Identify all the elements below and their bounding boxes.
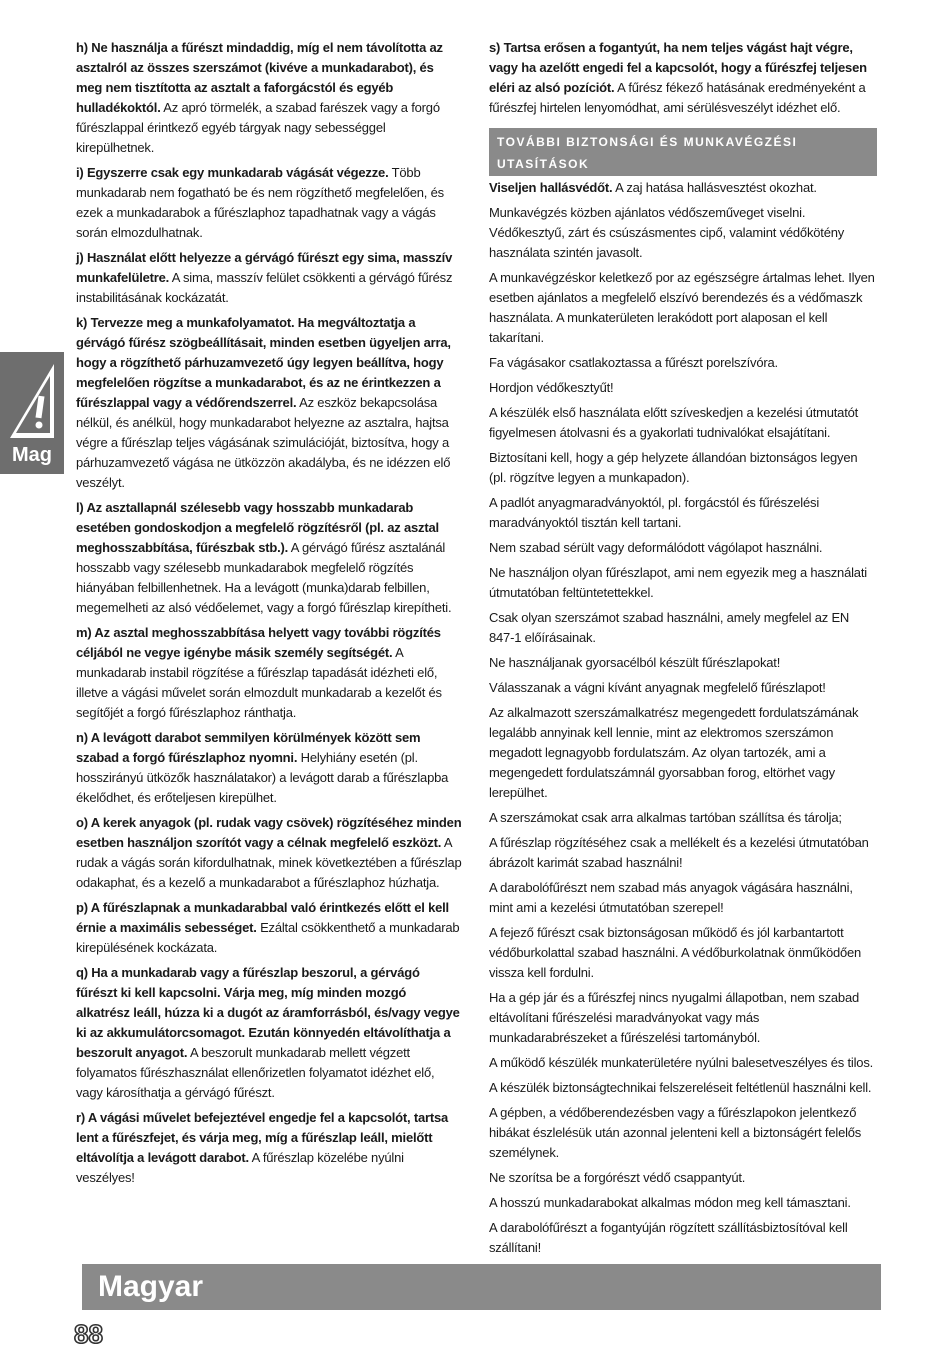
language-side-tab bbox=[0, 352, 64, 474]
paragraph-n: n) A levágott darabot semmilyen körülmények között sem szabad a forgó fűrészlaphoz nyomni. Helyhiány esetén (pl. hosszirányú ütközők használatakor) a levágott darab a fűrészlapba ékelődhet, és erőteljesen kirepülhet. bbox=[76, 730, 449, 805]
instruction-paragraph: Biztosítani kell, hogy a gép helyzete állandóan biztonságos legyen (pl. rögzítve legyen a munkapadon). bbox=[489, 450, 858, 485]
instruction-paragraph: A fejező fűrészt csak biztonságosan működő és jól karbantartott védőburkolattal szabad használni. A védőburkolatnak önműködően vissza kell fordulni. bbox=[489, 925, 862, 980]
left-column bbox=[76, 38, 462, 1193]
instruction-paragraph: A készülék biztonságtechnikai felszereléseit feltétlenül használni kell. bbox=[489, 1080, 872, 1095]
instruction-paragraph: A szerszámokat csak arra alkalmas tartóban szállítsa és tárolja; bbox=[489, 810, 842, 825]
instruction-paragraph: A működő készülék munkaterületére nyúlni balesetveszélyes és tilos. bbox=[489, 1055, 874, 1070]
instruction-paragraph: Válasszanak a vágni kívánt anyagnak megfelelő fűrészlapot! bbox=[489, 680, 826, 695]
instruction-paragraph: A készülék első használata előtt szíveskedjen a kezelési útmutatót figyelmesen átolvasni és a gyakorlati tudnivalókat elsajátítani. bbox=[489, 405, 859, 440]
instruction-paragraph: Ha a gép jár és a fűrészfej nincs nyugalmi állapotban, nem szabad eltávolítani fűrészelési maradványokat vagy más munkadarabrészeket a fűrészelési tartományból. bbox=[489, 990, 859, 1045]
warning-triangle-icon bbox=[6, 362, 58, 440]
paragraph-o: o) A kerek anyagok (pl. rudak vagy csövek) rögzítéséhez minden esetben használjon szorítót vagy a célnak megfelelő eszközt. A rudak a vágás során kifordulhatnak, minek következtében a fűrészlap odakaphat, és a kezelő a munkadarabot a fűrészlaphoz húzhatja. bbox=[76, 815, 462, 890]
paragraph-h: h) Ne használja a fűrészt mindaddig, míg el nem távolította az asztalról az összes szerszámot (kivéve a munkadarabot), és meg nem tisztította az asztalt a faforgácstól és egyéb hulladékoktól. Az apró törmelék, a szabad farészek vagy a forgó fűrészlappal érintkező egyéb tárgyak nagy sebességgel kirepülhetnek. bbox=[76, 40, 443, 155]
paragraph-r: r) A vágási művelet befejeztével engedje fel a kapcsolót, tartsa lent a fűrészfejet, és várja meg, míg a fűrészlap leáll, mielőtt eltávolítja a levágott darabot. A fűrészlap közelébe nyúlni veszélyes! bbox=[76, 1110, 449, 1185]
paragraph-s: s) Tartsa erősen a fogantyút, ha nem teljes vágást hajt végre, vagy ha azelőtt engedi fel a kapcsolót, hogy a fűrészfej teljesen eléri az alsó pozíciót. A fűrész fékező hatásának eredményeként a fűrészfej hirtelen lenyomódhat, ami sérülésveszélyt idézhet elő. bbox=[489, 40, 867, 115]
instruction-paragraph: A hosszú munkadarabokat alkalmas módon meg kell támasztani. bbox=[489, 1195, 851, 1210]
side-tab-label: Mag bbox=[12, 444, 52, 466]
instruction-paragraph: A darabolófűrészt nem szabad más anyagok vágására használni, mint ami a kezelési útmutatóban szerepel! bbox=[489, 880, 853, 915]
page-number: 88 bbox=[74, 1319, 103, 1349]
paragraph-l: l) Az asztallapnál szélesebb vagy hosszabb munkadarab esetében gondoskodjon a megfelelő rögzítésről (pl. az asztal meghosszabbítása, fűrészbak stb.). A gérvágó fűrész asztalánál hosszabb vagy szélesebb munkadarabok megfelelő rögzítés hiányában felbillenhetnek. Ha a levágott (munka)darab felbillen, megemelheti az alsó védőelemet, vagy a forgó fűrészlap kirepítheti. bbox=[76, 500, 452, 615]
paragraph-k: k) Tervezze meg a munkafolyamatot. Ha megváltoztatja a gérvágó fűrész szögbeállításait, minden esetben ügyeljen arra, hogy a rögzíthető párhuzamvezető úgy legyen beállítva, hogy megfelelően rögzítse a munkadarabot, és az ne érintkezzen a fűrészlappal vagy a védőrendszerrel. Az eszköz bekapcsolása nélkül, és anélkül, hogy munkadarabot helyezne az asztalra, hajtsa végre a fűrészlap teljes vágásának szimulációját, biztosítva, hogy a párhuzamvezető vágása ne ütközzön akadályba, és ne idézzen elő veszélyt. bbox=[76, 315, 451, 490]
paragraph-i: i) Egyszerre csak egy munkadarab vágását végezze. Több munkadarab nem fogatható be és nem rögzíthető megfelelően, és ezek a munkadarabok a fűrészlaphoz tapadhatnak vagy a vágás során elmozdulhatnak. bbox=[76, 165, 444, 240]
instruction-paragraph: Csak olyan szerszámot szabad használni, amely megfelel az EN 847-1 előírásainak. bbox=[489, 610, 850, 645]
instruction-paragraph: Hordjon védőkesztyűt! bbox=[489, 380, 614, 395]
language-footer-bar bbox=[82, 1264, 881, 1310]
paragraph-j: j) Használat előtt helyezze a gérvágó fűrészt egy sima, masszív munkafelületre. A sima, masszív felület csökkenti a gérvágó fűrész instabilitásának kockázatát. bbox=[76, 250, 453, 305]
safety-instruction-list bbox=[489, 178, 877, 1258]
instruction-paragraph: Az alkalmazott szerszámalkatrész megengedett fordulatszámának legalább annyinak kell lennie, mint az elektromos szerszámon megadott legnagyobb fordulatszám. Az olyan tartozék, ami a megengedett fordulatszámnál gyorsabban forog, eltörhet vagy lerepülhet. bbox=[489, 705, 859, 800]
instruction-paragraph: A fűrészlap rögzítéséhez csak a mellékelt és a kezelési útmutatóban ábrázolt karimát szabad használni! bbox=[489, 835, 869, 870]
footer-language-label: Magyar bbox=[98, 1270, 204, 1303]
right-column bbox=[489, 38, 877, 1263]
instruction-paragraph: A gépben, a védőberendezésben vagy a fűrészlapokon jelentkező hibákat észlelésük után azonnal jelenteni kell a biztonságért felelős személynek. bbox=[489, 1105, 862, 1160]
instruction-paragraph: Nem szabad sérült vagy deformálódott vágólapot használni. bbox=[489, 540, 823, 555]
instruction-paragraph: A munkavégzéskor keletkező por az egészségre ártalmas lehet. Ilyen esetben ajánlatos a megfelelő elszívó berendezés és a védőmaszk használata. A munkaterületen lerakódott port alaposan el kell takarítani. bbox=[489, 270, 875, 345]
paragraph-q: q) Ha a munkadarab vagy a fűrészlap beszorul, a gérvágó fűrészt ki kell kapcsolni. Várja meg, míg minden mozgó alkatrész leáll, húzza ki a dugót az áramforrásból, és/vagy vegye ki az akkumulátorcsomagot. Ezután könnyedén eltávolíthatja a beszorult anyagot. A beszorult munkadarab mellett végzett folyamatos fűrészhasználat ellenőrizetlen folyamatot idézhet elő, vagy károsíthatja a gérvágó fűrészt. bbox=[76, 965, 460, 1100]
instruction-paragraph: Munkavégzés közben ajánlatos védőszeműveget viselni. Védőkesztyű, zárt és csúszásmentes cipő, valamint védőkötény használata szintén javasolt. bbox=[489, 205, 845, 260]
instruction-paragraph: A darabolófűrészt a fogantyúján rögzített szállításbiztosítóval kell szállítani! bbox=[489, 1220, 848, 1255]
instruction-paragraph: Ne használjon olyan fűrészlapot, ami nem egyezik meg a használati útmutatóban feltüntetettekkel. bbox=[489, 565, 867, 600]
section-heading: TOVÁBBI BIZTONSÁGI ÉS MUNKAVÉGZÉSI UTASÍTÁSOK bbox=[489, 128, 877, 176]
instruction-paragraph: Ne szorítsa be a forgórészt védő csappantyút. bbox=[489, 1170, 746, 1185]
instruction-paragraph: A padlót anyagmaradványoktól, pl. forgácstól és fűrészelési maradványoktól tisztán kell tartani. bbox=[489, 495, 820, 530]
paragraph-p: p) A fűrészlapnak a munkadarabbal való érintkezés előtt el kell érnie a maximális sebességet. Ezáltal csökkenthető a munkadarab kirepülésének kockázata. bbox=[76, 900, 460, 955]
paragraph-m: m) Az asztal meghosszabbítása helyett vagy további rögzítés céljából ne vegye igénybe másik személy segítségét. A munkadarab instabil rögzítése a fűrészlap tapadását idézheti elő, illetve a vágási művelet során elmozdult munkadarab a kezelőt és segítőjét a forgó fűrészlaphoz ránthatja. bbox=[76, 625, 442, 720]
instruction-paragraph: Ne használjanak gyorsacélból készült fűrészlapokat! bbox=[489, 655, 781, 670]
instruction-paragraph: Fa vágásakor csatlakoztassa a fűrészt porelszívóra. bbox=[489, 355, 778, 370]
instruction-paragraph: Viseljen hallásvédőt. A zaj hatása hallásvesztést okozhat. bbox=[489, 180, 817, 195]
